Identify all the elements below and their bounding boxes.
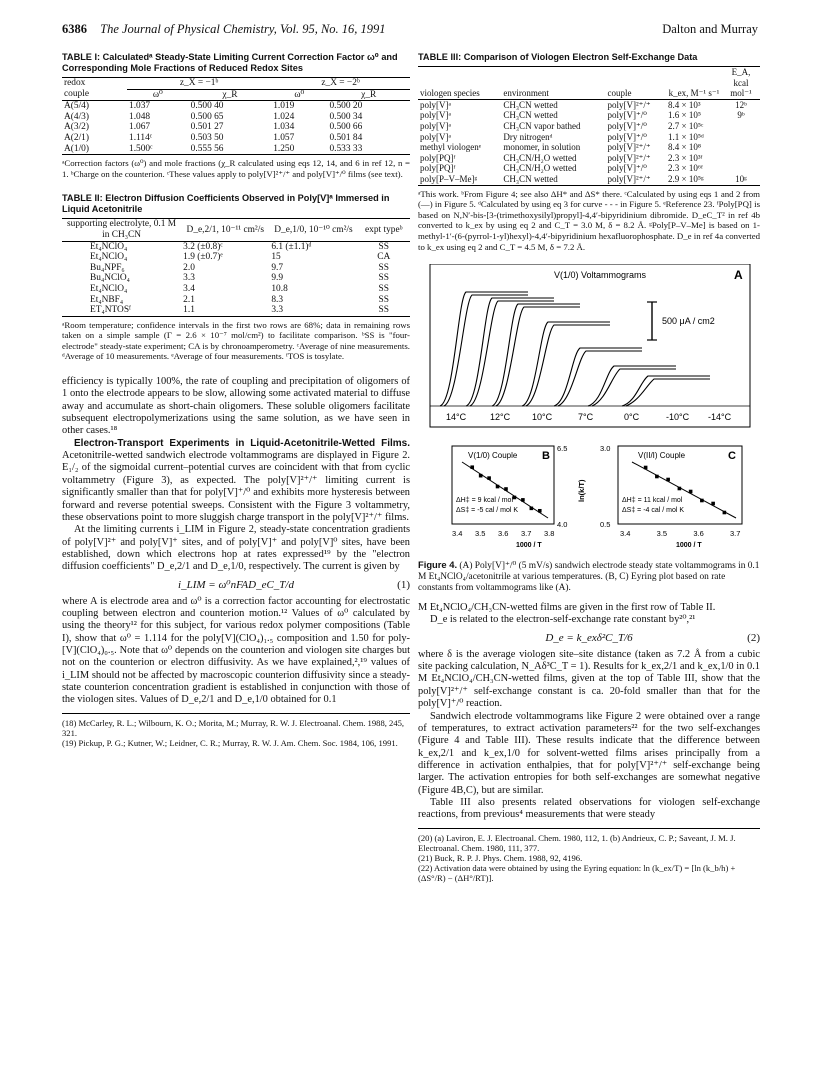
table-cell: poly[V]⁺/⁰ xyxy=(607,131,647,142)
table-cell: 6.1 (±1.1)ᵈ xyxy=(271,241,312,252)
table-cell: Bu₄NPF₆ xyxy=(90,262,125,273)
table-cell: poly[P–V–Me]ᵍ xyxy=(418,174,501,185)
voltammogram-forward xyxy=(622,376,710,406)
paragraph: efficiency is typically 100%, the rate of coupling and precipitation of oligomers of 1 onto the electrode appears to be slow, allowing some activated material to diffuse away and accumulate as short-chain oligomers. These soluble oligomers facilitate subsequent electropolymerizations using the same solution, as we have seen in other cases.¹⁸ xyxy=(62,376,410,437)
header-authors: Dalton and Murray xyxy=(662,22,758,36)
table-cell: Et₄NBF₄ xyxy=(90,294,124,305)
table-cell: 2.0 xyxy=(183,262,195,273)
table-3-head-species: viologen species xyxy=(418,67,501,100)
table-cell: poly[V]²⁺/⁺ xyxy=(607,152,651,163)
equation-2-number: (2) xyxy=(747,631,760,644)
table-cell: A(4/3) xyxy=(64,111,89,122)
table-3-head-kex: k_ex, M⁻¹ s⁻¹ xyxy=(666,67,722,100)
table-cell: 2.3 × 10³ᶠ xyxy=(668,152,703,163)
table-3-grid xyxy=(418,66,760,186)
table-1-group-1: z_X = −1ᵇ xyxy=(127,78,271,90)
table-cell: 12ᵇ xyxy=(735,99,747,110)
table-cell: 0.500 66 xyxy=(329,122,363,133)
temperature-label: 12°C xyxy=(490,412,511,423)
panel-c-xlabel: 1000 / T xyxy=(676,542,702,550)
table-1-head-x1: χ_R xyxy=(189,89,272,101)
table-cell: Et₄NClO₄ xyxy=(90,252,128,263)
table-3-caption: TABLE III: Comparison of Viologen Electron Self-Exchange Data xyxy=(418,52,698,62)
table-row xyxy=(62,122,410,133)
section-heading: Electron-Transport Experiments in Liquid-Acetonitrile-Wetted Films. xyxy=(74,437,410,449)
table-cell: 15 xyxy=(271,252,281,263)
voltammogram-forward xyxy=(522,322,610,406)
table-cell: 1.057 xyxy=(273,132,295,143)
table-row xyxy=(62,241,410,252)
table-cell: 10ᵍ xyxy=(722,174,760,185)
voltammogram-reverse xyxy=(626,379,710,406)
table-2 xyxy=(62,193,410,362)
data-point xyxy=(513,496,517,500)
journal-title: The Journal of Physical Chemistry, Vol. 95, No. 16, 1991 xyxy=(100,22,386,36)
x-tick-label: 3.4 xyxy=(452,529,463,539)
table-cell: A(3/2) xyxy=(64,122,89,133)
table-1-head-couple: couple xyxy=(62,89,127,101)
table-cell: 8.3 xyxy=(271,294,284,305)
table-cell: Et₄NClO₄ xyxy=(90,241,128,252)
table-cell: ET₄NTOSᶠ xyxy=(62,305,181,316)
data-point xyxy=(538,509,542,513)
table-1-group-2: z_X = −2ᵇ xyxy=(271,78,410,90)
table-2-grid xyxy=(62,218,410,316)
table-row xyxy=(62,101,410,112)
table-cell: CH₃CN wetted xyxy=(501,174,605,185)
x-tick-label: 3.6 xyxy=(498,529,509,539)
table-cell: 1.500ᶜ xyxy=(127,144,189,155)
table-cell: 2.7 × 10⁵ᶜ xyxy=(668,120,704,131)
table-row xyxy=(62,263,410,274)
panel-c-xticks xyxy=(620,529,740,538)
right-body-text xyxy=(418,602,760,822)
table-cell: 1.1 xyxy=(181,305,269,316)
table-cell: poly[V]ᵃ xyxy=(420,120,451,131)
data-point xyxy=(530,507,534,511)
table-cell: 1.114ᶜ xyxy=(129,132,153,143)
table-cell: CH₃CN/H₂O wetted xyxy=(503,163,577,174)
table-cell: 3.3 xyxy=(183,273,195,284)
table-cell: 1.037 xyxy=(129,101,151,112)
figure-4 xyxy=(418,264,760,594)
table-cell: poly[PQ]ᶠ xyxy=(420,163,456,174)
table-cell: 3.4 xyxy=(183,283,195,294)
table-cell xyxy=(722,132,760,143)
table-cell: Et₄NClO₄ xyxy=(90,283,128,294)
data-point xyxy=(666,478,670,482)
x-tick-label: 3.5 xyxy=(475,529,486,539)
table-cell: 0.500 40 xyxy=(190,101,224,112)
left-references xyxy=(62,713,410,749)
table-cell xyxy=(722,121,760,132)
temperature-label: 0°C xyxy=(624,412,640,423)
table-1-grid xyxy=(62,77,410,155)
x-tick-label: 3.5 xyxy=(656,529,668,539)
paragraph: Sandwich electrode voltammograms like Figure 2 were obtained over a range of temperatures, to extract activation parameters²² for the two self-exchanges (Figure 4 and Table III). These results indicate that the difference between k_ex,2/1 and k_ex,1/0 for solvent-wetted films arises principally from a difference in activation enthalpies, that for poly[V]²⁺/⁺ self-exchange being larger. The activation entropies for both self-exchanges are somewhat negative (Figure 4B,C), but are similar. xyxy=(418,710,760,796)
paragraph xyxy=(62,438,410,524)
table-cell: poly[PQ]ᶠ xyxy=(420,152,456,163)
table-cell: SS xyxy=(378,241,389,252)
table-1-head-w1: ω⁰ xyxy=(127,89,189,101)
table-cell: methyl viologenᵉ xyxy=(420,142,482,153)
panel-c-entropy: ΔS‡ = -4 cal / mol K xyxy=(622,507,685,515)
panel-c-enthalpy: ΔH‡ = 11 kcal / mol xyxy=(622,497,683,505)
table-cell: 8.4 × 10³ xyxy=(668,99,701,110)
table-row xyxy=(418,163,760,174)
table-cell: monomer, in solution xyxy=(503,142,581,153)
equation-1 xyxy=(62,574,410,596)
table-3-head-env: environment xyxy=(501,67,605,100)
data-point xyxy=(521,498,525,502)
table-cell xyxy=(722,153,760,164)
voltammogram-curves xyxy=(440,292,710,406)
table-row xyxy=(418,132,760,143)
table-3-head-ea: E_A, kcal mol⁻¹ xyxy=(722,67,760,100)
table-cell xyxy=(722,142,760,153)
figure-4-caption-text: (A) Poly[V]⁺/⁰ (5 mV/s) sandwich electrode steady state voltammograms in 0.1 M Et₄NClO₄/acetonitrile at various temperatures. (B, C) Eyring plot based on rate constants from voltammograms like (A). xyxy=(418,561,760,594)
paragraph: where A is electrode area and ω⁰ is a correction factor accounting for electrostatic coupling between electron and counterion motion.¹² Values of ω⁰ calculated by using the theory¹² for this subject, for various redox polymer compositions (Table I), show that ω⁰ = 1.114 for the poly[V](ClO₄)₁.₅ composition and 1.50 for poly-[V](ClO₄)₀.₅. Note that ω⁰ depends on the counterion and viologen site charges but not on the counterion or electron diffusivity. As we have explained,²,¹⁹ values of i_LIM should not be affected by macroscopic counterion diffusivity since a steady-state counterion concentration gradient is established in conjunction with those of the viologen sites. Values of D_e,2/1 and D_e,1/0 obtained for 0.1 xyxy=(62,595,410,706)
table-cell: 3.2 (±0.8)ᶜ xyxy=(183,241,223,252)
table-cell: 1.034 xyxy=(273,122,295,133)
scale-label: 500 μA / cm2 xyxy=(662,316,715,327)
table-cell: 1.024 xyxy=(273,111,295,122)
table-cell: Bu₄NClO₄ xyxy=(90,273,130,284)
table-row xyxy=(62,112,410,123)
data-point xyxy=(479,474,483,478)
equation-2-body: D_e = k_exδ²C_T/6 xyxy=(545,631,633,644)
table-cell: poly[V]²⁺/⁺ xyxy=(607,99,651,110)
table-cell xyxy=(722,163,760,174)
table-cell: 0.500 20 xyxy=(329,101,363,112)
table-row xyxy=(418,121,760,132)
table-cell: poly[V]⁺/⁰ xyxy=(607,120,647,131)
table-row xyxy=(418,142,760,153)
paragraph: M Et₄NClO₄/CH₃CN-wetted films are given in the first row of Table II. xyxy=(418,602,716,614)
left-column xyxy=(62,52,410,748)
table-cell: 10.8 xyxy=(271,283,288,294)
table-cell: poly[V]⁺/⁰ xyxy=(607,163,647,174)
table-cell: 0.533 33 xyxy=(327,144,410,155)
figure-4-label: Figure 4. xyxy=(418,559,458,571)
table-row xyxy=(62,144,410,155)
table-cell: 0.501 84 xyxy=(329,132,363,143)
table-cell: CH₃CN wetted xyxy=(503,110,558,121)
data-point xyxy=(496,485,500,489)
table-cell: 1.6 × 10⁵ xyxy=(668,110,701,121)
table-2-caption: TABLE II: Electron Diffusion Coefficients Observed in Poly[V]ᵃ Immersed in Liquid Acetonitrile xyxy=(62,193,390,215)
x-tick-label: 3.6 xyxy=(693,529,704,539)
voltammogram-reverse xyxy=(558,351,642,406)
panel-a-frame xyxy=(430,264,750,427)
table-cell: 9.9 xyxy=(271,273,284,284)
table-1-footnote: ᵃCorrection factors (ω⁰) and mole fractions (χ_R calculated using eqs 12, 14, and 6 in ref 12, n = 1. ᵇCharge on the counterion. ᶜThese values apply to poly[V]²⁺/⁺ and poly[V]⁺/⁰ films (see text). xyxy=(62,158,410,179)
figure-4-caption xyxy=(418,559,760,594)
x-tick-label: 3.7 xyxy=(730,529,741,539)
data-point xyxy=(470,466,474,470)
data-point xyxy=(689,490,693,494)
table-cell: SS xyxy=(378,273,389,284)
x-tick-label: 3.4 xyxy=(620,529,631,539)
table-cell: poly[V]²⁺/⁺ xyxy=(605,174,666,185)
table-cell: 1.9 (±0.7)ᵉ xyxy=(183,252,223,263)
panel-a-letter: A xyxy=(734,268,743,283)
paragraph: At the limiting currents i_LIM in Figure 2, steady-state concentration gradients of poly[V]²⁺ and poly[V]⁺ sites, and of poly[V]⁺ and poly[V]⁰ sites, have been established, down which electrons hop at rates expressed¹⁹ by the "electron diffusion coefficients" D_e,2/1 and D_e,1/0, respectively. The current is given by xyxy=(62,524,410,573)
table-cell: 0.555 56 xyxy=(189,144,272,155)
table-row xyxy=(62,252,410,263)
paragraph-text: Acetonitrile-wetted sandwich electrode voltammograms are displayed in Figure 2. E₁/₂ of the sigmoidal current–potential curves are coincident with that from cyclic voltammetry (Figure 3), as expected. The poly[V]²⁺/⁺ limiting current is significantly smaller than that for poly[V]⁺/⁰ and exhibits more hysteresis between forward and reverse potential sweeps. Consistent with the Figure 3 voltammetry, these observations point to more sluggish charge transport in the poly[V]²⁺/⁺ films. xyxy=(62,450,410,523)
table-2-footnote: ᵃRoom temperature; confidence intervals in the first two rows are 68%; data in remaining rows taken on a simple sample (Γ = 2.6 × 10⁻⁷ mol/cm²) to facilitate comparison. ᵇSS is "four-electrode" steady-state experiment; CA is by chronoamperometry. ᶜAverage of nine measurements. ᵈAverage of 10 measurements. ᵉAverage of four measurements. ᶠTOS is tosylate. xyxy=(62,319,410,362)
scale-bar xyxy=(647,302,657,340)
data-point xyxy=(700,499,704,503)
table-cell: SS xyxy=(378,262,389,273)
data-point xyxy=(504,487,508,491)
table-row xyxy=(418,110,760,121)
eyring-ylabel: ln(k/T) xyxy=(577,479,586,503)
paragraph: where δ is the average viologen site–site distance (taken as 7.2 Å from a cubic site packing calculation, N_Aδ³C_T = 1). Results for k_ex,2/1 and k_ex,1/0 in 0.1 M Et₄NClO₄/CH₃CN-wetted films, given at the top of Table III, show that the poly[V]²⁺/⁺ self-exchange constant is ca. 20-fold smaller than that for the poly[V]⁺/⁰ reaction. xyxy=(418,648,760,710)
table-cell: A(1/0) xyxy=(62,144,127,155)
temperature-label: -10°C xyxy=(666,412,690,423)
table-3 xyxy=(418,52,760,252)
reference-item: (21) Buck, R. P. J. Phys. Chem. 1988, 92, 4196. xyxy=(418,853,583,863)
x-tick-label: 3.8 xyxy=(544,529,555,539)
table-2-head-type: expt typeᵇ xyxy=(358,219,410,241)
table-cell: SS xyxy=(378,283,389,294)
panel-c-ybot: 0.5 xyxy=(600,520,611,530)
equation-1-body: i_LIM = ω⁰nFAD_eC_T/d xyxy=(178,578,294,591)
panel-b-title: V(1/0) Couple xyxy=(468,451,518,461)
table-2-head-electrolyte: supporting electrolyte, 0.1 M in CH₃CN xyxy=(62,219,181,241)
data-point xyxy=(487,476,491,480)
table-cell: CH₃CN wetted xyxy=(503,99,558,110)
table-row xyxy=(418,99,760,110)
table-cell: Dry nitrogenᵈ xyxy=(503,131,553,142)
panel-b-enthalpy: ΔH‡ = 9 kcal / mol xyxy=(456,497,514,505)
panel-c-ytop: 3.0 xyxy=(600,444,611,454)
panel-c-title: V(II/I) Couple xyxy=(638,451,686,461)
table-cell: poly[V]ᵃ xyxy=(420,99,451,110)
temperature-labels xyxy=(446,412,732,422)
voltammogram-reverse xyxy=(592,369,676,406)
temperature-label: 10°C xyxy=(532,412,553,423)
right-column xyxy=(418,52,760,884)
table-row xyxy=(62,284,410,295)
table-cell: 0.501 27 xyxy=(190,122,224,133)
running-header xyxy=(62,22,758,38)
table-cell: 8.4 × 10⁸ xyxy=(668,142,701,153)
table-cell: 1.067 xyxy=(129,122,151,133)
figure-4-graphic xyxy=(418,264,760,550)
left-body-text xyxy=(62,376,410,707)
table-row xyxy=(62,273,410,284)
temperature-label: -14°C xyxy=(708,412,732,423)
table-cell: 2.9 × 10⁵ᵍ xyxy=(666,174,722,185)
table-row xyxy=(62,295,410,306)
data-point xyxy=(655,475,659,479)
table-row xyxy=(418,153,760,164)
temperature-label: 14°C xyxy=(446,412,467,423)
table-row xyxy=(62,305,410,316)
table-cell: 9ᵇ xyxy=(737,110,745,121)
panel-b-points xyxy=(470,466,541,513)
table-cell: poly[V]⁺/⁰ xyxy=(607,110,647,121)
data-point xyxy=(711,502,715,506)
table-cell: A(5/4) xyxy=(64,101,89,112)
table-1-caption: TABLE I: Calculatedᵃ Steady-State Limiting Current Correction Factor ω⁰ and Corresponding Mole Fractions of Reduced Redox Sites xyxy=(62,52,398,73)
table-1-head-w2: ω⁰ xyxy=(271,89,327,101)
data-point xyxy=(678,487,682,491)
table-2-head-de10: D_e,1/0, 10⁻¹⁰ cm²/s xyxy=(269,219,357,241)
table-1-head-x2: χ_R xyxy=(327,89,410,101)
table-2-head-de21: D_e,2/1, 10⁻¹¹ cm²/s xyxy=(181,219,269,241)
right-references xyxy=(418,828,760,884)
reference-item: (18) McCarley, R. L.; Wilbourn, K. O.; Morita, M.; Murray, R. W. J. Electroanal. Chem. 1988, 245, 321. xyxy=(62,717,405,738)
voltammogram-reverse xyxy=(470,301,554,406)
table-cell: CH₃CN vapor bathed xyxy=(503,120,581,131)
table-3-footnote: ᵃThis work. ᵇFrom Figure 4; see also ΔH* and ΔS* there. ᶜCalculated by using eqs 1 and 2 from (—) in Figure 5. ᵈCalculated by using eq 3 for curve - - - in Figure 5. ᵉReference 23. ᶠPoly[PQ] is based on N,N′-bis-[3-(trimethoxysilyl)propyl]-4,4′-bipyridinium dibromide. D_eC_T² in ref 4b converted to k_ex by using eq 2 and C_T = 3.0 M, δ = 8.2 Å. ᵍPoly[P–V–Me] is based on 1-methyl-1′-(6-(pyrrol-1-yl)hexyl)-4,4′-bipyridinium hexafluorophosphate. D_e in ref 4a converted to k_ex using eq 2 and C_T = 4.5 M, δ = 7.2 Å. xyxy=(418,188,760,252)
table-cell: A(2/1) xyxy=(64,132,89,143)
table-cell: poly[V]ᵃ xyxy=(420,110,451,121)
table-cell: CH₃CN/H₂O wetted xyxy=(503,152,577,163)
panel-b-entropy: ΔS‡ = -5 cal / mol K xyxy=(456,507,519,515)
panel-b-xlabel: 1000 / T xyxy=(516,542,542,550)
table-cell: 1.048 xyxy=(129,111,151,122)
panel-b-letter: B xyxy=(542,450,550,463)
table-cell: 1.019 xyxy=(273,101,295,112)
table-cell: 0.503 50 xyxy=(190,132,224,143)
data-point xyxy=(644,466,648,470)
x-tick-label: 3.7 xyxy=(521,529,532,539)
table-cell: 2.1 xyxy=(183,294,195,305)
paragraph: Table III also presents related observations for viologen self-exchange reactions, from previous⁴ measurements that were steady xyxy=(418,796,760,821)
table-cell: 1.1 × 10⁵ᵈ xyxy=(668,131,704,142)
panel-b-xticks xyxy=(452,529,554,538)
table-cell: CA xyxy=(377,252,391,263)
table-cell: poly[V]²⁺/⁺ xyxy=(607,142,651,153)
table-1-head-redox: redox xyxy=(62,78,127,90)
page-number: 6386 xyxy=(62,22,87,36)
panel-b-ybot: 4.0 xyxy=(557,520,568,530)
table-cell: 0.500 34 xyxy=(329,111,363,122)
panel-c-letter: C xyxy=(728,450,736,463)
table-1 xyxy=(62,52,410,179)
table-cell: 2.3 × 10⁶ᶠ xyxy=(668,163,703,174)
table-cell: 3.3 xyxy=(269,305,357,316)
table-row xyxy=(62,133,410,144)
table-3-head-couple: couple xyxy=(605,67,666,100)
panel-b-ytop: 6.5 xyxy=(557,444,568,454)
paragraph: D_e is related to the electron-self-exchange rate constant by²⁰,²¹ xyxy=(430,614,696,626)
table-cell: 0.500 65 xyxy=(190,111,224,122)
data-point xyxy=(723,511,727,515)
reference-item: (19) Pickup, P. G.; Kutner, W.; Leidner, C. R.; Murray, R. W. J. Am. Chem. Soc. 1984, 106, 1991. xyxy=(62,738,398,749)
temperature-label: 7°C xyxy=(578,412,594,423)
reference-item: (22) Activation data were obtained by using the Eyring equation: ln (k_ex/T) = [ln (k_b/h) + (ΔS°/R) − (ΔH°/RT)]. xyxy=(418,863,736,884)
equation-1-number: (1) xyxy=(397,578,410,591)
table-cell: poly[V]ᵃ xyxy=(420,131,451,142)
table-cell: SS xyxy=(358,305,410,316)
panel-a-title: V(1/0) Voltammograms xyxy=(554,270,647,281)
reference-item: (20) (a) Laviron, E. J. Electroanal. Chem. 1980, 112, 1. (b) Andrieux, C. P.; Saveant, J. M. J. Electroanal. Chem. 1980, 111, 377. xyxy=(418,832,736,853)
table-cell: 1.250 xyxy=(271,144,327,155)
table-cell: 9.7 xyxy=(271,262,284,273)
equation-2 xyxy=(418,627,760,649)
table-cell: SS xyxy=(378,294,389,305)
table-row xyxy=(418,174,760,185)
